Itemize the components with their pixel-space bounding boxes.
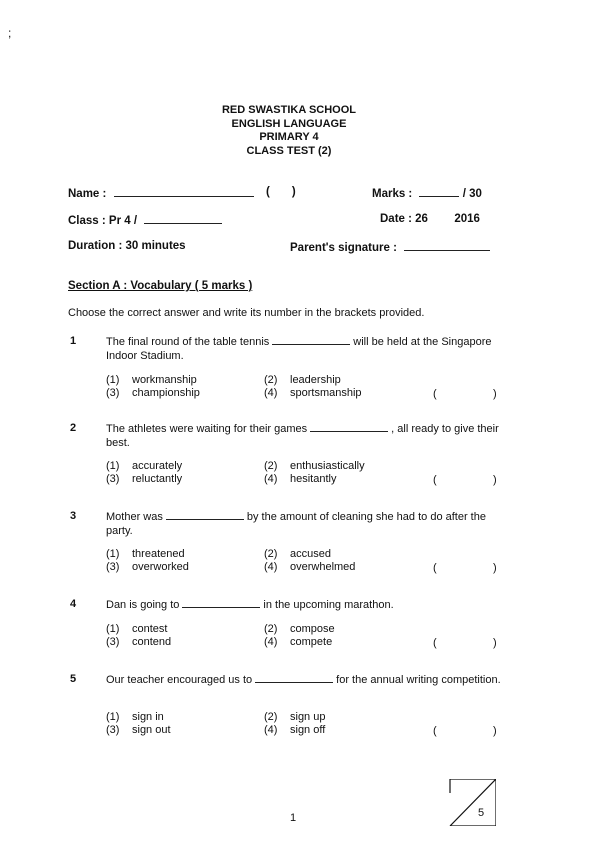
score-box	[448, 779, 496, 826]
option: (3) championship	[106, 387, 200, 399]
question-text: The final round of the table tennis will be held at the Singapore Indoor Stadium.	[106, 336, 492, 362]
option: (1) workmanship	[106, 374, 197, 386]
question-number: 5	[70, 673, 77, 685]
marks-label: Marks :	[372, 188, 413, 200]
answer-blank	[310, 422, 388, 432]
answer-bracket-close: )	[493, 725, 497, 737]
option: (1) threatened	[106, 548, 185, 560]
question-text: The athletes were waiting for their games , all ready to give their best.	[106, 423, 499, 449]
question-number: 1	[70, 335, 77, 347]
answer-bracket-close: )	[493, 562, 497, 574]
answer-bracket-open: (	[433, 562, 437, 574]
signature-line	[404, 240, 490, 251]
document-header	[0, 104, 578, 158]
stray-mark: ;	[8, 26, 12, 40]
class-label: Class : Pr 4 /	[68, 215, 138, 227]
option: (4) sportsmanship	[264, 387, 362, 399]
answer-bracket-close: )	[493, 474, 497, 486]
question-text: Our teacher encouraged us to for the annual writing competition.	[106, 674, 501, 686]
page-number: 1	[290, 812, 297, 824]
question-number: 3	[70, 510, 77, 522]
option: (2) compose	[264, 623, 335, 635]
answer-bracket-open: (	[433, 388, 437, 400]
date-year: 2016	[454, 213, 480, 225]
signature-label: Parent's signature :	[290, 242, 397, 254]
answer-blank	[255, 673, 333, 683]
class-field	[68, 213, 222, 227]
score-box-diagonal	[450, 779, 496, 826]
date-label: Date : 26	[380, 213, 428, 225]
marks-line	[419, 186, 459, 197]
answer-bracket-open: (	[433, 725, 437, 737]
answer-bracket-close: )	[493, 637, 497, 649]
option: (3) reluctantly	[106, 473, 183, 485]
section-total-marks: 5	[478, 807, 485, 819]
answer-blank	[166, 510, 244, 520]
marks-total: / 30	[462, 188, 482, 200]
option: (3) overworked	[106, 561, 189, 573]
level: PRIMARY 4	[259, 131, 319, 143]
question-number: 2	[70, 422, 77, 434]
option: (4) compete	[264, 636, 333, 648]
question-text: Dan is going to in the upcoming marathon.	[106, 599, 394, 611]
test-name: CLASS TEST (2)	[246, 144, 332, 157]
option: (4) sign off	[264, 724, 326, 736]
school-name: RED SWASTIKA SCHOOL	[221, 104, 357, 116]
option: (1) sign in	[106, 711, 164, 723]
answer-blank	[182, 598, 260, 608]
question-text: Mother was by the amount of cleaning she had to do after the party.	[106, 511, 486, 537]
duration-field: Duration : 30 minutes	[68, 240, 186, 252]
question-number: 4	[70, 598, 77, 610]
option: (2) enthusiastically	[264, 460, 365, 472]
index-bracket: ( )	[266, 186, 296, 198]
option: (1) contest	[106, 623, 168, 635]
option: (1) accurately	[106, 460, 183, 472]
class-line	[144, 213, 222, 224]
marks-field	[372, 186, 482, 200]
section-heading: Section A : Vocabulary ( 5 marks )	[68, 280, 253, 292]
option: (2) sign up	[264, 711, 326, 723]
name-label: Name :	[68, 188, 107, 200]
instructions: Choose the correct answer and write its number in the brackets provided.	[68, 307, 425, 319]
name-field	[68, 186, 254, 200]
answer-blank	[272, 335, 350, 345]
subject: ENGLISH LANGUAGE	[231, 117, 347, 130]
option: (4) overwhelmed	[264, 561, 356, 573]
option: (2) accused	[264, 548, 331, 560]
option: (3) sign out	[106, 724, 171, 736]
option: (4) hesitantly	[264, 473, 337, 485]
signature-field	[290, 240, 490, 254]
option: (3) contend	[106, 636, 172, 648]
option: (2) leadership	[264, 374, 341, 386]
answer-bracket-open: (	[433, 474, 437, 486]
name-line	[114, 186, 254, 197]
answer-bracket-close: )	[493, 388, 497, 400]
answer-bracket-open: (	[433, 637, 437, 649]
date-field	[380, 213, 480, 225]
